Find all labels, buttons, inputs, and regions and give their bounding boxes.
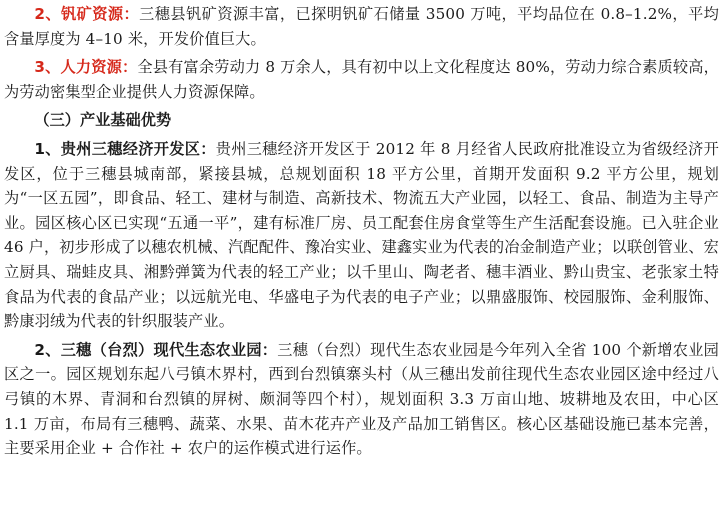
paragraph-human-resources: [4, 55, 719, 104]
ecological-agriculture-park-text: 三穗（台烈）现代生态农业园是今年列入全省 100 个新增农业园区之一。园区规划东起八弓镇木界村，西到台烈镇寨头村（从三穗出发前往现代生态农业园区途中经过八弓镇的木界、青洞和台烈镇的屏树、颇洞等四个村），规划面积 3.3 万亩山地、坡耕地及农田，中心区 1.1 万亩，布局有三穗鸭、蔬菜、水果、苗木花卉产业及产品加工销售区。核心区基础设施已基本完善，主要采用企业 + 合作社 + 农户的运作模式进行运作。: [4, 340, 720, 458]
vanadium-resources-label: 2、钒矿资源：: [34, 5, 140, 23]
human-resources-text: 全县有富余劳动力 8 万余人，具有初中以上文化程度达 80%，劳动力综合素质较高，为劳动密集型企业提供人力资源保障。: [4, 58, 719, 101]
paragraph-economic-development-zone: [4, 137, 719, 334]
paragraph-ecological-agriculture-park: [4, 338, 719, 461]
paragraph-vanadium-resources: [4, 2, 719, 51]
vanadium-resources-text: 三穗县钒矿资源丰富，已探明钒矿石储量 3500 万吨，平均品位在 0.8–1.2%，平均含量厚度为 4–10 米，开发价值巨大。: [4, 5, 719, 48]
human-resources-label: 3、人力资源：: [34, 58, 138, 77]
ecological-agriculture-park-label: 2、三穗（台烈）现代生态农业园：: [34, 340, 278, 359]
section-heading-industry-base: （三）产业基础优势: [34, 111, 172, 130]
economic-development-zone-label: 1、贵州三穗经济开发区：: [34, 139, 216, 158]
economic-development-zone-text: 贵州三穗经济开发区于 2012 年 8 月经省人民政府批准设立为省级经济开发区，位于三穗县城南部，紧接县城，总规划面积 18 平方公里，首期开发面积 9.2 平方公里，规划为“一区五园”，即食品、轻工、建材与制造、高新技术、物流五大产业园，以轻工、食品、制造为主导产业。园区核心区已实现“五通一平”，建有标准厂房、员工配套住房食堂等生产生活配套设施。已入驻企业 46 户，初步形成了以穗农机械、汽配配件、豫冶实业、建鑫实业为代表的冶金制造产业；以联创管业、宏立厨具、瑞蛙皮具、湘黔弹簧为代表的轻工产业；以千里山、陶老者、穗丰酒业、黔山贵宝、老张家土特食品为代表的食品产业；以远航光电、华盛电子为代表的电子产业；以鼎盛服饰、校园服饰、金利服饰、黔康羽绒为代表的针织服装产业。: [4, 139, 719, 331]
